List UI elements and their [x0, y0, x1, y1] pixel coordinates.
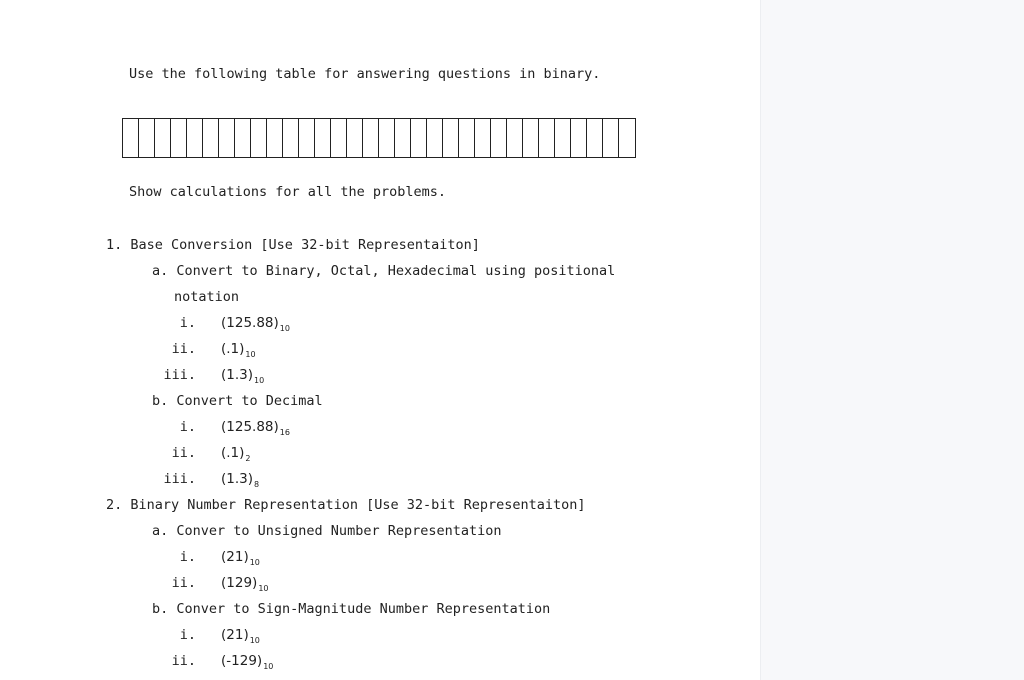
q1a-item-1-value: $(125.88)_{10}$ [221, 315, 290, 333]
bit-cell [347, 119, 363, 157]
bit-cell [331, 119, 347, 157]
bit-cell [523, 119, 539, 157]
q2a-item-1-value: $(21)_{10}$ [221, 549, 260, 567]
question-2a-label: a. Conver to Unsigned Number Representation [152, 523, 502, 539]
bit-cell [619, 119, 635, 157]
bit-cell [379, 119, 395, 157]
question-2b-label: b. Conver to Sign-Magnitude Number Representation [152, 601, 551, 617]
question-1b-label: b. Convert to Decimal [152, 393, 323, 409]
question-1a-label: a. Convert to Binary, Octal, Hexadecimal using positional [152, 263, 616, 279]
bit-cell [475, 119, 491, 157]
q1a-item-3-value: $(1.3)_{10}$ [221, 367, 265, 385]
bit-cell [555, 119, 571, 157]
q1a-item-2-value: $(.1)_{10}$ [221, 341, 256, 359]
bit-cell [299, 119, 315, 157]
bit-cell [363, 119, 379, 157]
bit-cell [155, 119, 171, 157]
side-panel [760, 0, 1024, 680]
question-1a-label-cont: notation [174, 289, 240, 305]
q1a-item-3-roman: iii. [163, 367, 196, 383]
bit-cell [187, 119, 203, 157]
q1a-item-2-roman: ii. [171, 341, 196, 357]
q1b-item-1-roman: i. [179, 419, 196, 435]
question-1-heading: 1. Base Conversion [Use 32-bit Representaiton] [106, 237, 480, 253]
bit-cell [219, 119, 235, 157]
bit-cell [315, 119, 331, 157]
bit-cell [587, 119, 603, 157]
bit-cell [395, 119, 411, 157]
bit-cell [251, 119, 267, 157]
q1a-item-1-roman: i. [179, 315, 196, 331]
q1b-item-2-value: $(.1)_2$ [221, 445, 251, 463]
question-2-heading: 2. Binary Number Representation [Use 32-bit Representaiton] [106, 497, 586, 513]
q1b-item-3-roman: iii. [163, 471, 196, 487]
bit-cell [411, 119, 427, 157]
q2b-item-2-roman: ii. [171, 653, 196, 669]
bit-cell [235, 119, 251, 157]
q2b-item-1-value: $(21)_{10}$ [221, 627, 260, 645]
q1b-item-3-value: $(1.3)_8$ [221, 471, 260, 489]
q1b-item-2-roman: ii. [171, 445, 196, 461]
intro-text: Use the following table for answering questions in binary. [129, 66, 601, 82]
instructions-text: Show calculations for all the problems. [129, 184, 446, 200]
q2a-item-1-roman: i. [179, 549, 196, 565]
q2b-item-2-value: $(-129)_{10}$ [221, 653, 274, 671]
bit-cell [171, 119, 187, 157]
bit-cell [539, 119, 555, 157]
bit-cell [459, 119, 475, 157]
bit-cell [443, 119, 459, 157]
bit-cell [603, 119, 619, 157]
bit-cell [283, 119, 299, 157]
bit-cell [427, 119, 443, 157]
q2b-item-1-roman: i. [179, 627, 196, 643]
bit-cell [203, 119, 219, 157]
q2a-item-2-roman: ii. [171, 575, 196, 591]
bit-cell [267, 119, 283, 157]
bit-cell [571, 119, 587, 157]
bit-cell [507, 119, 523, 157]
binary-bit-table [122, 118, 636, 158]
bit-cell [491, 119, 507, 157]
bit-cell [139, 119, 155, 157]
q1b-item-1-value: $(125.88)_{16}$ [221, 419, 290, 437]
q2a-item-2-value: $(129)_{10}$ [221, 575, 269, 593]
bit-cell [123, 119, 139, 157]
